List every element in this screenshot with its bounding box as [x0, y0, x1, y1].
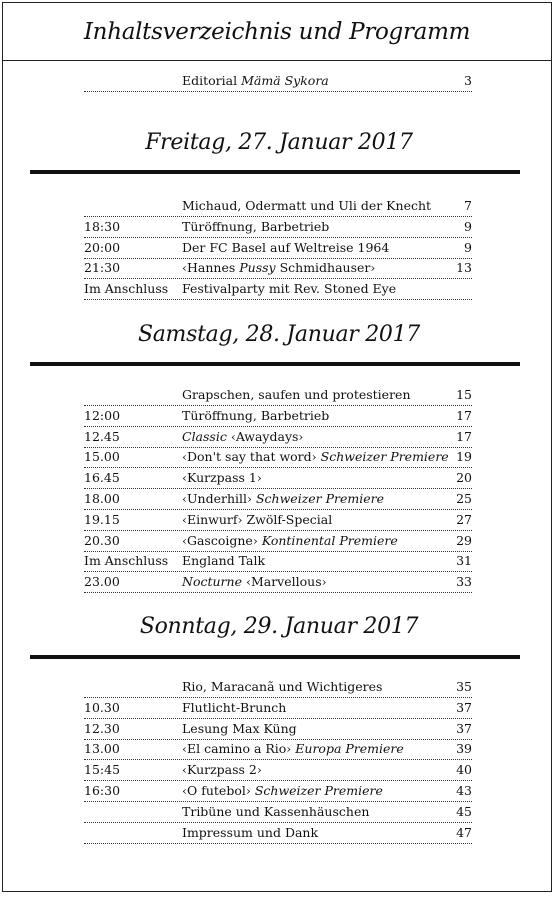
entry-title: Festivalparty mit Rev. Stoned Eye: [182, 281, 397, 297]
program-row: [84, 572, 472, 593]
entry-title: Classic ‹Awaydays›: [182, 428, 304, 444]
entry-page: 33: [456, 574, 472, 590]
program-row: [84, 760, 472, 781]
day-divider: [30, 170, 520, 174]
entry-page: 39: [456, 741, 472, 757]
entry-title: Grapschen, saufen und protestieren: [182, 387, 411, 402]
entry-page: 7: [464, 198, 472, 213]
entry-title: Impressum und Dank: [182, 824, 319, 840]
entry-title: Tribüne und Kassenhäuschen: [182, 803, 370, 819]
entry-time: 21:30: [84, 260, 121, 276]
entry-title: Rio, Maracanã und Wichtigeres: [182, 679, 383, 694]
entry-title: Flutlicht-Brunch: [182, 699, 287, 715]
entry-title: ‹Hannes Pussy Schmidhauser›: [182, 260, 376, 276]
entry-page: 47: [456, 824, 472, 840]
entry-time: 18:30: [84, 218, 121, 234]
editorial-row: [84, 71, 472, 92]
program-row: [84, 447, 472, 468]
entry-title: ‹O futebol› Schweizer Premiere: [182, 783, 383, 798]
entry-title: ‹El camino a Rio› Europa Premiere: [182, 741, 404, 757]
program-row: [84, 238, 472, 259]
program-row: [84, 739, 472, 760]
entry-time: 12.30: [84, 720, 120, 736]
program-row: [84, 719, 472, 740]
entry-time: 19.15: [84, 511, 120, 527]
entry-page: 19: [456, 449, 472, 465]
day-title: Freitag, 27. Januar 2017: [145, 130, 413, 155]
entry-page: 20: [456, 470, 472, 486]
entry-page: 17: [456, 428, 472, 444]
entry-title: ‹Gascoigne› Kontinental Premiere: [182, 532, 398, 548]
program-row: [84, 279, 472, 300]
program-row: [84, 258, 472, 279]
entry-title: Lesung Max Küng: [182, 720, 297, 736]
entry-time: 15:45: [84, 762, 121, 778]
entry-time: 18.00: [84, 491, 120, 506]
program-row: [84, 823, 472, 844]
program-row: [84, 427, 472, 448]
entry-page: 3: [464, 73, 472, 88]
entry-page: 9: [464, 239, 472, 255]
entry-page: 17: [456, 407, 472, 423]
entry-time: 20:00: [84, 239, 121, 255]
program-row: [84, 698, 472, 719]
entry-time: 12:00: [84, 407, 121, 423]
entry-time: 12.45: [84, 428, 120, 444]
entry-page: 37: [456, 699, 472, 715]
entry-time: 10.30: [84, 699, 120, 715]
program-row: [84, 406, 472, 427]
entry-time: 13.00: [84, 741, 120, 757]
entry-page: 43: [456, 783, 472, 798]
entry-title: England Talk: [182, 553, 266, 569]
entry-page: 15: [456, 387, 472, 402]
entry-page: 31: [456, 553, 472, 569]
entry-title: ‹Kurzpass 2›: [182, 762, 262, 778]
program-row: [84, 510, 472, 531]
page-title: Inhaltsverzeichnis und Programm: [83, 19, 471, 45]
program-row: [84, 802, 472, 823]
program-row: [84, 489, 472, 510]
entry-time: 15.00: [84, 449, 120, 465]
day-divider: [30, 362, 520, 366]
page-header: [3, 3, 551, 61]
entry-title: ‹Don't say that word› Schweizer Premiere: [182, 449, 449, 465]
entry-page: 40: [456, 762, 472, 778]
entry-title: Michaud, Odermatt und Uli der Knecht: [182, 198, 432, 213]
program-row: [84, 468, 472, 489]
entry-time: 16:30: [84, 783, 121, 798]
entry-page: 9: [464, 218, 472, 234]
entry-time: 23.00: [84, 574, 120, 590]
entry-title: ‹Einwurf› Zwölf-Special: [182, 511, 333, 527]
entry-time: Im Anschluss: [84, 553, 169, 569]
entry-page: 25: [456, 491, 472, 506]
entry-time: 16.45: [84, 470, 120, 486]
day-title: Sonntag, 29. Januar 2017: [139, 614, 419, 639]
entry-title: Editorial Mämä Sykora: [182, 73, 329, 88]
day-divider: [30, 655, 520, 659]
entry-title: Der FC Basel auf Weltreise 1964: [182, 239, 390, 255]
program-row: [84, 385, 472, 406]
entry-title: Nocturne ‹Marvellous›: [182, 574, 327, 590]
program-row: [84, 196, 472, 217]
entry-page: 37: [456, 720, 472, 736]
entry-title: Türöffnung, Barbetrieb: [182, 407, 330, 423]
program-row: [84, 531, 472, 552]
entry-title: Türöffnung, Barbetrieb: [182, 218, 330, 234]
entry-title: ‹Kurzpass 1›: [182, 470, 262, 486]
entry-page: 13: [456, 260, 472, 276]
program-row: [84, 551, 472, 572]
program-row: [84, 677, 472, 698]
entry-title: ‹Underhill› Schweizer Premiere: [182, 491, 385, 506]
entry-page: 29: [456, 532, 472, 548]
entry-time: Im Anschluss: [84, 281, 169, 297]
program-row: [84, 781, 472, 802]
program-row: [84, 217, 472, 238]
entry-page: 45: [456, 803, 472, 819]
entry-time: 20.30: [84, 532, 120, 548]
entry-page: 35: [456, 679, 472, 694]
entry-page: 27: [456, 511, 472, 527]
day-title: Samstag, 28. Januar 2017: [137, 322, 421, 347]
